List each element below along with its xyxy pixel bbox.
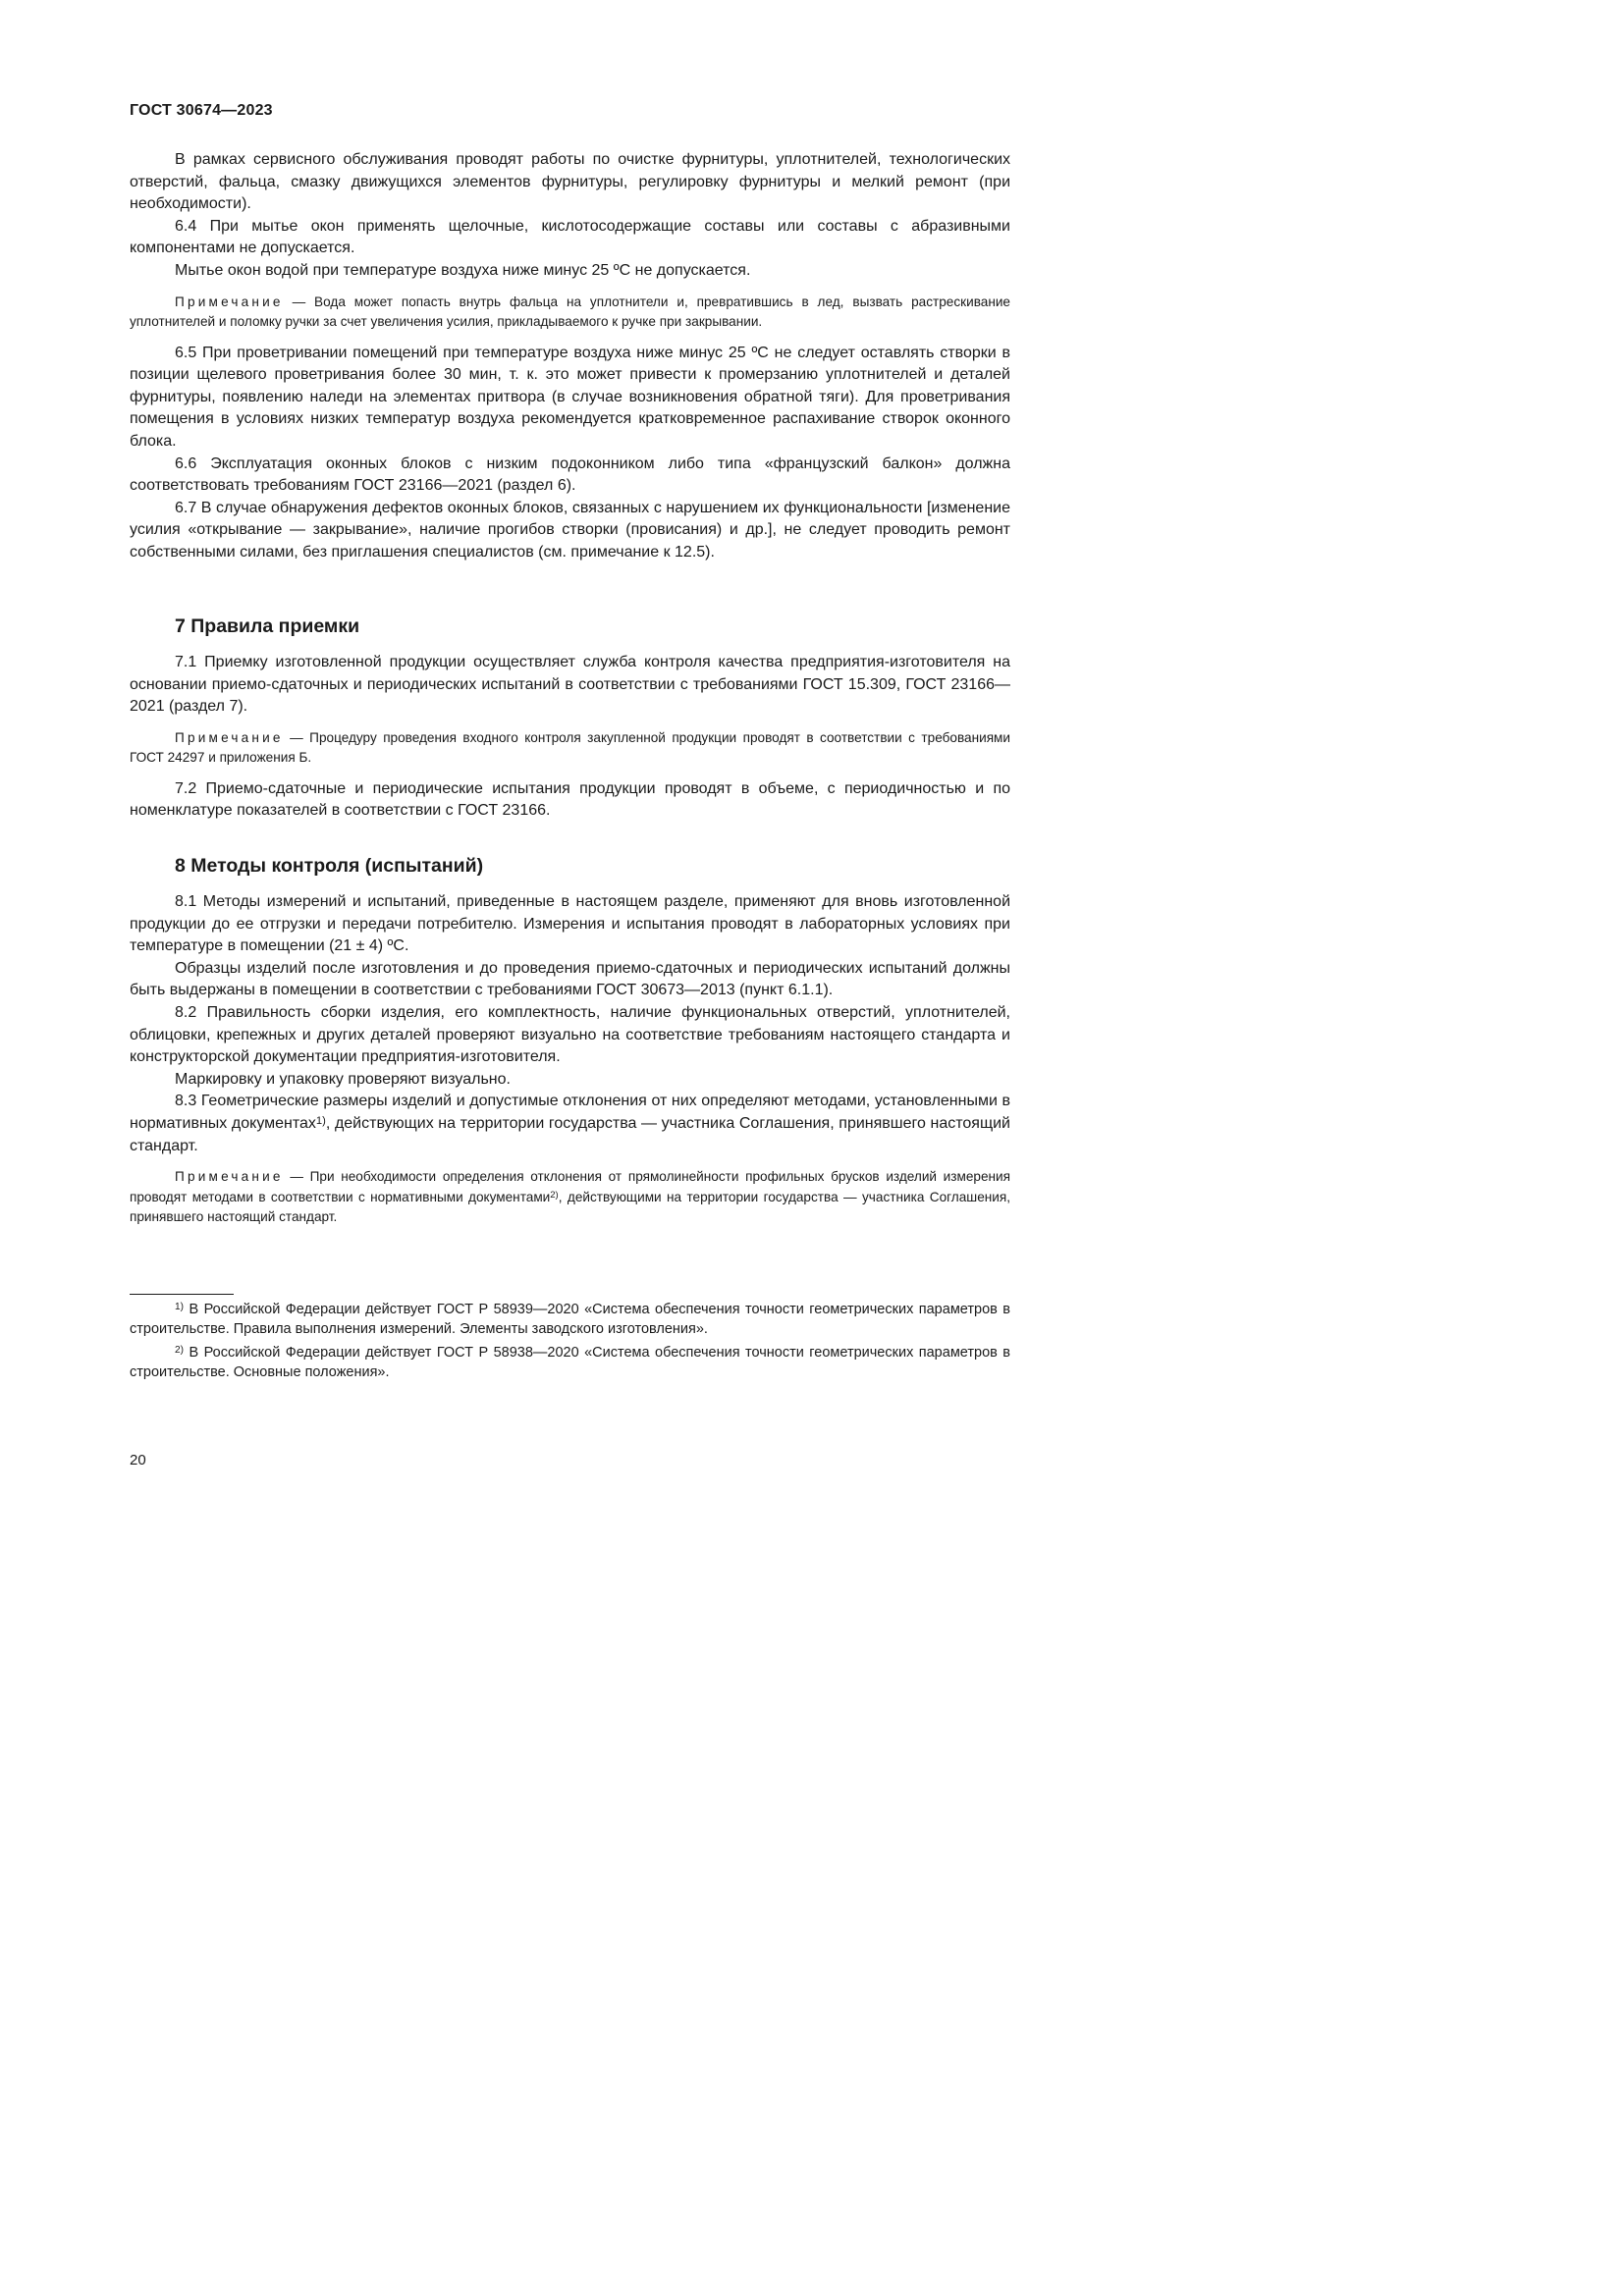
footnote-mark: 2) bbox=[175, 1345, 185, 1357]
note-text: — Процедуру проведения входного контроля закупленной продукции проводят в соответствии с требованиями ГОСТ 24297 и приложения Б. bbox=[130, 729, 1010, 766]
note bbox=[130, 728, 1010, 769]
note-text: — Вода может попасть внутрь фальца на уплотнители и, превратившись в лед, вызвать растрескивание уплотнителей и поломку ручки за счет увеличения усилия, прикладываемого к ручке при закрывании. bbox=[130, 294, 1010, 330]
section-title: 7 Правила приемки bbox=[175, 615, 360, 637]
paragraph: 6.5 При проветривании помещений при температуре воздуха ниже минус 25 ºС не следует оставлять створки в позиции щелевого проветривания более 30 мин, т. к. это может привести к промерзанию уплотнителей и деталей фурнитуры, появлению наледи на элементах притвора (в случае возникновения обратной тяги). Для проветривания помещения в условиях низких температур воздуха рекомендуется кратковременное распахивание створок оконного блока. bbox=[130, 344, 1010, 450]
note-label: Примечание bbox=[175, 1169, 284, 1185]
note bbox=[130, 293, 1010, 333]
paragraph bbox=[130, 1091, 1010, 1157]
paragraph: 7.2 Приемо-сдаточные и периодические испытания продукции проводят в объеме, с периодичностью и по номенклатуре показателей в соответствии с ГОСТ 23166. bbox=[130, 779, 1010, 820]
note-label: Примечание bbox=[175, 729, 284, 745]
section-7 bbox=[130, 614, 1010, 823]
footnote-ref[interactable]: 2) bbox=[550, 1190, 559, 1201]
section-title: 8 Методы контроля (испытаний) bbox=[175, 855, 484, 877]
page-number: 20 bbox=[130, 1452, 146, 1468]
paragraph: 7.1 Приемку изготовленной продукции осуществляет служба контроля качества предприятия-изготовителя на основании приемо-сдаточных и периодических испытаний в соответствии с требованиями ГОСТ 15.309, ГОСТ 23166—2021 (раздел 7). bbox=[130, 654, 1010, 716]
paragraph-text: , действующих на территории государства — участника Соглашения, принявшего настоящий стандарт. bbox=[130, 1114, 1010, 1154]
section-8 bbox=[130, 854, 1010, 1228]
paragraph: Маркировку и упаковку проверяют визуально. bbox=[175, 1070, 511, 1088]
paragraph: 6.7 В случае обнаружения дефектов оконных блоков, связанных с нарушением их функциональности [изменение усилия «открывание — закрывание», наличие прогибов створки (провисания) и др.], не следует проводить ремонт собственными силами, без приглашения специалистов (см. примечание к 12.5). bbox=[130, 499, 1010, 561]
document-page bbox=[0, 0, 1080, 1527]
paragraph: 8.1 Методы измерений и испытаний, приведенные в настоящем разделе, применяют для вновь изготовленной продукции до ее отгрузки и передачи потребителю. Измерения и испытания проводят в лабораторных условиях при температуре в помещении (21 ± 4) ºС. bbox=[130, 893, 1010, 955]
note-text: — При необходимости определения отклонения от прямолинейности профильных брусков изделий измерения проводят методами в соответствии с нормативными документами bbox=[130, 1169, 1010, 1204]
footnote bbox=[130, 1343, 1010, 1382]
paragraph: 8.2 Правильность сборки изделия, его комплектность, наличие функциональных отверстий, уплотнителей, облицовки, крепежных и других деталей проверяют визуально на соответствие требованиям настоящего стандарта и конструкторской документации предприятия-изготовителя. bbox=[130, 1003, 1010, 1066]
paragraph: Мытье окон водой при температуре воздуха ниже минус 25 ºС не допускается. bbox=[175, 261, 751, 279]
footnote-ref[interactable]: 1) bbox=[315, 1115, 326, 1128]
paragraph: 6.6 Эксплуатация оконных блоков с низким подоконником либо типа «французский балкон» должна соответствовать требованиям ГОСТ 23166—2021 (раздел 6). bbox=[130, 454, 1010, 495]
section-6-continuation bbox=[130, 149, 1010, 564]
paragraph-text: 8.3 Геометрические размеры изделий и допустимые отклонения от них определяют методами, установленными в нормативных документах bbox=[130, 1093, 1010, 1132]
footnote-text: В Российской Федерации действует ГОСТ Р 58939—2020 «Система обеспечения точности геометрических параметров в строительстве. Правила выполнения измерений. Элементы заводского изготовления». bbox=[130, 1302, 1010, 1337]
footnote-divider bbox=[130, 1294, 234, 1295]
document-header: ГОСТ 30674—2023 bbox=[130, 102, 273, 119]
paragraph: Образцы изделий после изготовления и до проведения приемо-сдаточных и периодических испытаний должны быть выдержаны в помещении в соответствии с требованиями ГОСТ 30673—2013 (пункт 6.1.1). bbox=[130, 959, 1010, 999]
note-label: Примечание bbox=[175, 294, 284, 309]
footnote-mark: 1) bbox=[175, 1302, 185, 1313]
paragraph: 6.4 При мытье окон применять щелочные, кислотосодержащие составы или составы с абразивными компонентами не допускается. bbox=[130, 217, 1010, 257]
note bbox=[130, 1167, 1010, 1228]
footnote bbox=[130, 1300, 1010, 1339]
note-text: , действующими на территории государства — участника Соглашения, принявшего настоящий стандарт. bbox=[130, 1189, 1010, 1225]
paragraph: В рамках сервисного обслуживания проводят работы по очистке фурнитуры, уплотнителей, технологических отверстий, фальца, смазку движущихся элементов фурнитуры, регулировку фурнитуры и мелкий ремонт (при необходимости). bbox=[130, 151, 1010, 213]
footnote-text: В Российской Федерации действует ГОСТ Р 58938—2020 «Система обеспечения точности геометрических параметров в строительстве. Основные положения». bbox=[130, 1345, 1010, 1380]
